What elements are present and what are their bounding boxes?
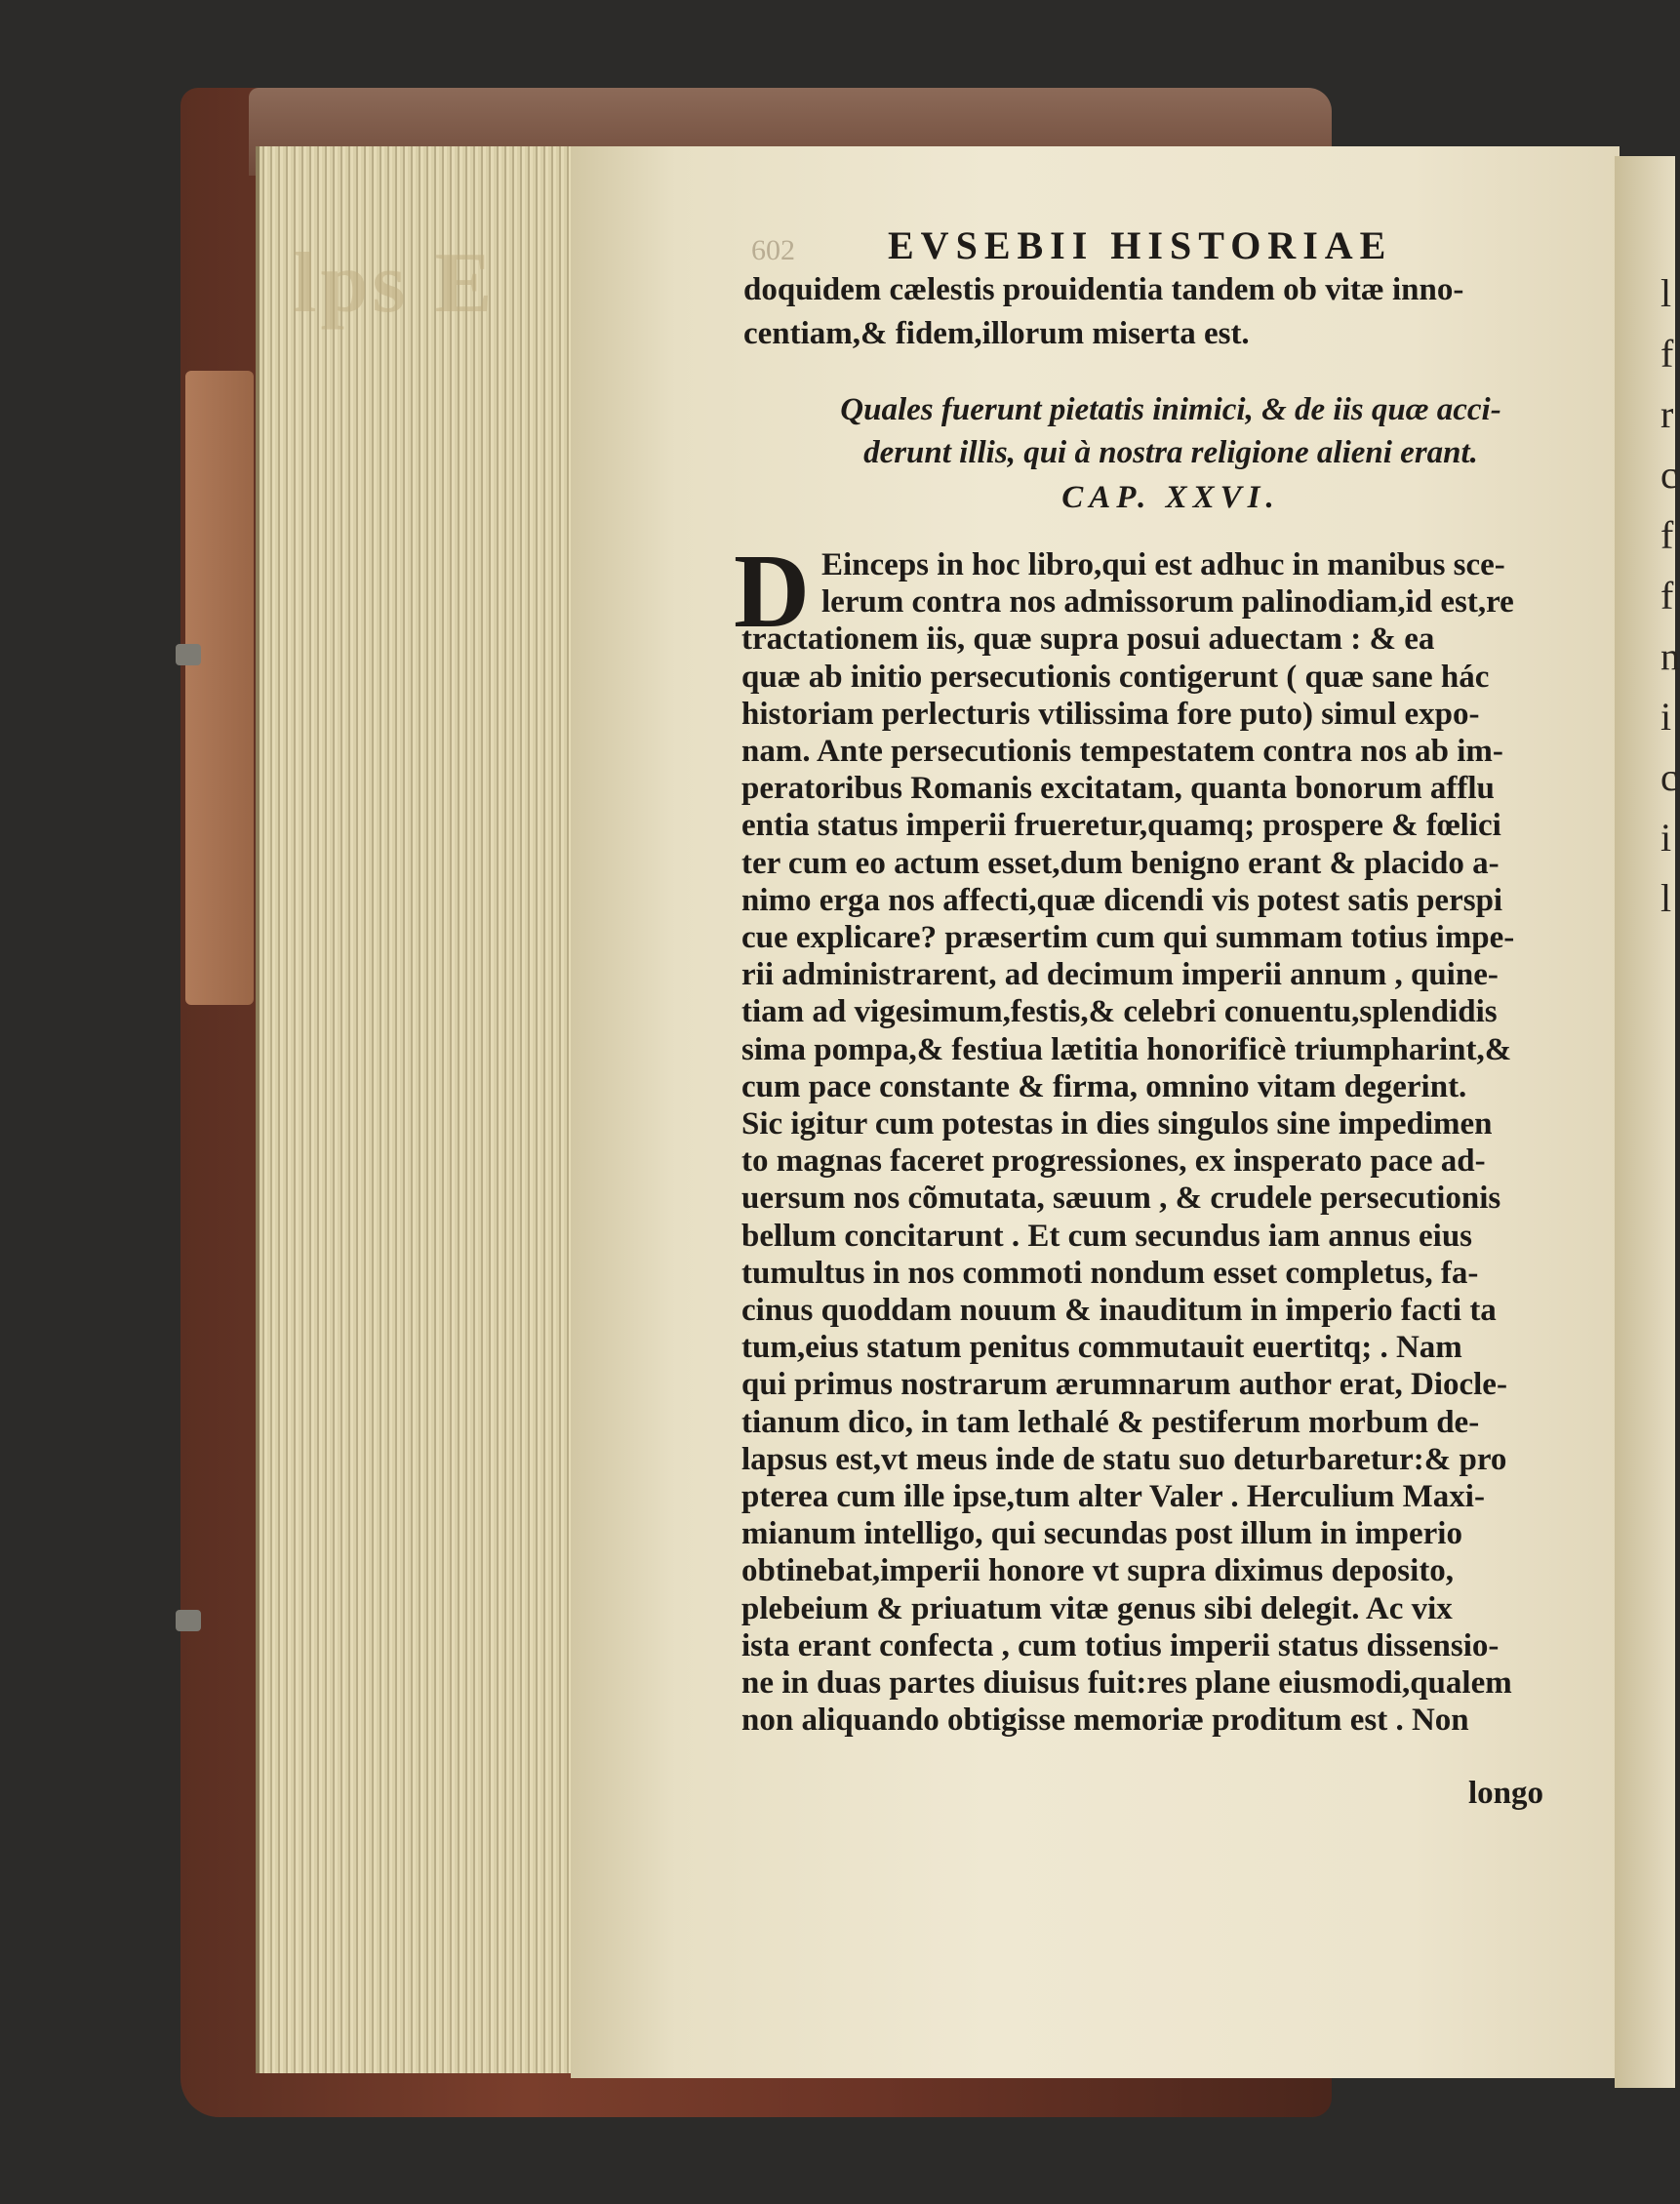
- folio-number: 602: [751, 234, 795, 266]
- text-line: historiam perlecturis vtilissima fore puto) simul expo-: [741, 696, 1480, 732]
- recto-page-letters: l f r c f f n i c i l: [1660, 271, 1680, 920]
- page-block-edges: [256, 146, 581, 2073]
- text-line: cum pace constante & firma, omnino vitam degerint.: [741, 1068, 1467, 1104]
- spine-title: lps E: [293, 236, 497, 331]
- running-head-text: EVSEBII HISTORIAE: [888, 223, 1393, 267]
- text-line: Sic igitur cum potestas in dies singulos sine impedimen: [741, 1106, 1493, 1142]
- clasp-icon: [176, 1610, 201, 1631]
- text-line: plebeium & priuatum vitæ genus sibi delegit. Ac vix: [741, 1590, 1453, 1626]
- text-line: ter cum eo actum esset,dum benigno erant & placido a-: [741, 845, 1500, 881]
- drop-cap: D: [734, 534, 810, 650]
- text-line: quæ ab initio persecutionis contigerunt ( quæ sane hác: [741, 659, 1490, 695]
- text-line: Einceps in hoc libro,qui est adhuc in manibus sce-: [821, 547, 1505, 582]
- continuation-text: [743, 268, 1543, 356]
- catchword: longo: [1468, 1776, 1544, 1811]
- text-line: qui primus nostrarum ærumnarum author erat, Diocle-: [741, 1367, 1507, 1403]
- chapter-heading: [800, 388, 1541, 519]
- text-line: rii administrarent, ad decimum imperii annum , quine-: [741, 957, 1499, 993]
- text-line: to magnas faceret progressiones, ex insperato pace ad-: [741, 1143, 1486, 1180]
- text-line: non aliquando obtigisse memoriæ proditum est . Non: [741, 1703, 1469, 1739]
- text-line: tumultus in nos commoti nondum esset completus, fa-: [741, 1255, 1479, 1291]
- chapter-title-line: derunt illis, qui à nostra religione alieni erant.: [863, 435, 1478, 470]
- text-line: uersum nos cõmutata, sæuum , & crudele persecutionis: [741, 1181, 1501, 1217]
- worn-spine-patch: [185, 371, 254, 1005]
- text-line: nimo erga nos affecti,quæ dicendi vis potest satis perspi: [741, 882, 1503, 918]
- text-line: lapsus est,vt meus inde de statu suo deturbaretur:& pro: [741, 1441, 1507, 1477]
- text-line: cinus quoddam nouum & inauditum in imperio facti ta: [741, 1293, 1497, 1329]
- clasp-icon: [176, 644, 201, 665]
- text-line: cue explicare? præsertim cum qui summam totius impe-: [741, 920, 1515, 956]
- text-line: centiam,& fidem,illorum miserta est.: [743, 316, 1250, 351]
- body-text: [741, 546, 1551, 1740]
- text-line: obtinebat,imperii honore vt supra diximus deposito,: [741, 1553, 1455, 1589]
- text-line: entia status imperii frueretur,quamq; prospere & fœlici: [741, 808, 1501, 844]
- text-line: sima pompa,& festiua lætitia honorificè triumpharint,&: [741, 1031, 1512, 1067]
- text-line: mianum intelligo, qui secundas post illum in imperio: [741, 1516, 1462, 1552]
- text-line: tiam ad vigesimum,festis,& celebri conuentu,splendidis: [741, 994, 1498, 1030]
- running-head: [751, 222, 1483, 268]
- text-line: pterea cum ille ipse,tum alter Valer . Herculium Maxi-: [741, 1479, 1485, 1515]
- text-line: bellum concitarunt . Et cum secundus iam annus eius: [741, 1218, 1473, 1254]
- text-line: ista erant confecta , cum totius imperii status dissensio-: [741, 1627, 1500, 1663]
- text-line: doquidem cælestis prouidentia tandem ob vitæ inno-: [743, 272, 1464, 307]
- text-line: nam. Ante persecutionis tempestatem contra nos ab im-: [741, 734, 1503, 770]
- text-line: tractationem iis, quæ supra posui aduectam : & ea: [741, 621, 1435, 658]
- text-line: lerum contra nos admissorum palinodiam,id est,re: [821, 584, 1514, 621]
- text-line: tianum dico, in tam lethalé & pestiferum morbum de-: [741, 1404, 1480, 1440]
- text-line: peratoribus Romanis excitatam, quanta bonorum afflu: [741, 771, 1495, 807]
- chapter-number: CAP. XXVI.: [1061, 480, 1280, 515]
- chapter-title-line: Quales fuerunt pietatis inimici, & de iis quæ acci-: [840, 392, 1501, 427]
- text-line: ne in duas partes diuisus fuit:res plane eiusmodi,qualem: [741, 1665, 1512, 1702]
- text-line: tum,eius statum penitus commutauit euertitq; . Nam: [741, 1330, 1462, 1366]
